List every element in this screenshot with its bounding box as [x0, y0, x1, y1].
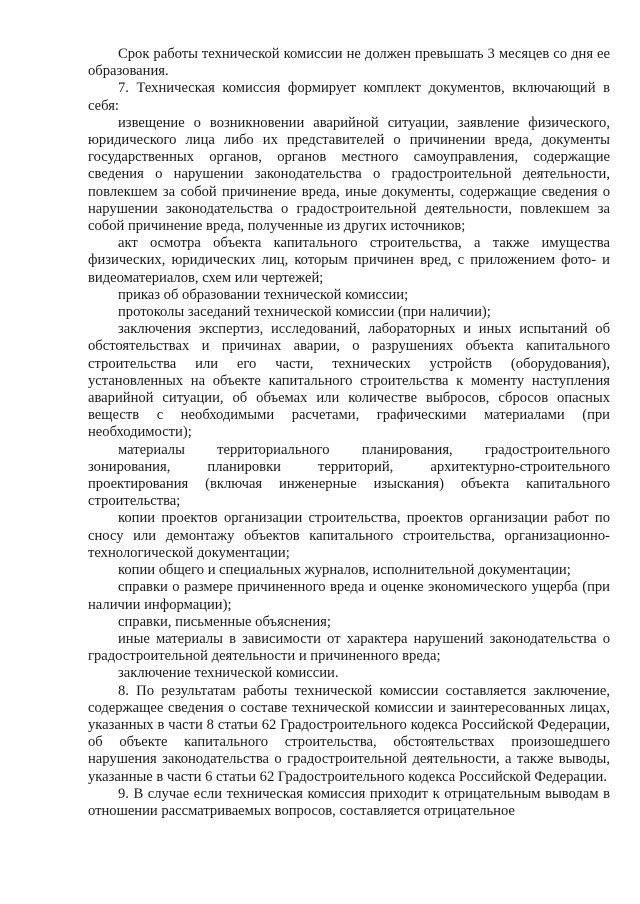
paragraph-list-protocols: протоколы заседаний технической комиссии (при наличии); [118, 304, 491, 321]
paragraph-list-inspection-act: акт осмотра объекта капитального строительства, а также имущества физических, юридических лиц, которым причинен вред, с приложением фото- и видеоматериалов, схем или чертежей; [88, 235, 610, 286]
paragraph-item-8: 8. По результатам работы технической комиссии составляется заключение, содержащее сведения о составе технической комиссии и заинтересованных лицах, указанных в части 8 статьи 62 Градостроительного кодекса Российской Федерации, об объекте капитального строительства, обстоятельствах произошедшего нарушения законодательства о градостроительной деятельности, а также выводы, указанные в части 6 статьи 62 Градостроительного кодекса Российской Федерации. [88, 682, 610, 785]
paragraph-list-other-materials: иные материалы в зависимости от характера нарушений законодательства о градостроительной деятельности и причиненного вреда; [88, 630, 610, 665]
paragraph-list-journal-copies: копии общего и специальных журналов, исполнительной документации; [118, 562, 571, 579]
paragraph-item-9: 9. В случае если техническая комиссия приходит к отрицательным выводам в отношении рассматриваемых вопросов, составляется отрицательное [88, 785, 610, 819]
paragraph-list-commission-conclusion: заключение технической комиссии. [118, 665, 339, 682]
paragraph-item-7: 7. Техническая комиссия формирует комплект документов, включающий в себя: [88, 80, 610, 114]
paragraph-list-planning-materials: материалы территориального планирования, градостроительного зонирования, планировки территорий, архитектурно-строительного проектирования (включая инженерные изыскания) объекта капитального строительства; [88, 441, 610, 510]
paragraph-list-order: приказ об образовании технической комиссии; [118, 286, 409, 303]
paragraph-list-project-copies: копии проектов организации строительства, проектов организации работ по сносу или демонтажу объектов капитального строительства, организационно-технологической документации; [88, 510, 610, 561]
paragraph-list-damage-certificates: справки о размере причиненного вреда и оценке экономического ущерба (при наличии информации); [88, 579, 610, 613]
paragraph-list-notice: извещение о возникновении аварийной ситуации, заявление физического, юридического лица либо их представителей о причинении вреда, документы государственных органов, органов местного самоуправления, содержащие сведения о нарушении законодательства о градостроительной деятельности, повлекшем за собой причинение вреда, иные документы, содержащие сведения о нарушении законодательства о градостроительной деятельности, повлекшем за собой причинение вреда, полученные из других источников; [88, 114, 610, 235]
paragraph-commission-term: Срок работы технической комиссии не должен превышать 3 месяцев со дня ее образования. [88, 46, 610, 80]
paragraph-list-expert-conclusions: заключения экспертиз, исследований, лабораторных и иных испытаний об обстоятельствах и причинах аварии, о разрушениях объекта капитального строительства или его части, технических устройств (оборудования), установленных на объекте капитального строительства к моменту наступления аварийной ситуации, об объемах или количестве выбросов, сбросов опасных веществ с необходимыми расчетами, графическими материалами (при необходимости); [88, 321, 610, 441]
paragraph-list-written-explanations: справки, письменные объяснения; [118, 613, 331, 630]
